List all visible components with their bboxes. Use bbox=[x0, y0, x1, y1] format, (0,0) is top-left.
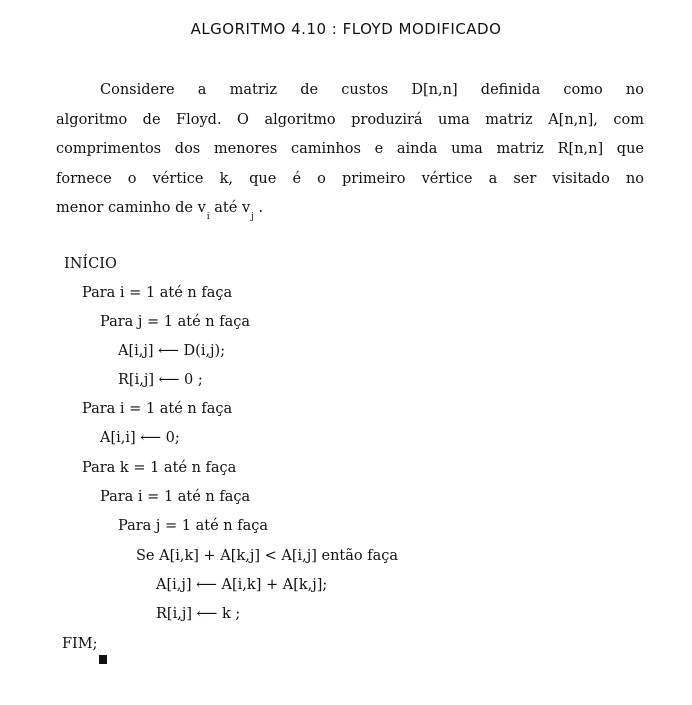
paragraph-line-2: algoritmo de Floyd. O algoritmo produzirá uma matriz A[n,n], com bbox=[56, 111, 644, 128]
code-line-fim: FIM; bbox=[62, 636, 98, 652]
algorithm-title: ALGORITMO 4.10 : FLOYD MODIFICADO bbox=[190, 20, 502, 38]
code-line-assign-r: R[i,j] ⟵ 0 ; bbox=[118, 372, 203, 388]
paragraph-line-4: fornece o vértice k, que é o primeiro vértice a ser visitado no bbox=[56, 170, 644, 187]
code-line-for-j-3: Para j = 1 até n faça bbox=[118, 518, 269, 534]
paragraph-line-1: Considere a matriz de custos D[n,n] definida como no bbox=[100, 82, 644, 98]
code-line-if: Se A[i,k] + A[k,j] < A[i,j] então faça bbox=[136, 548, 398, 564]
code-line-for-j-1: Para j = 1 até n faça bbox=[100, 314, 251, 330]
code-line-for-i-3: Para i = 1 até n faça bbox=[100, 489, 251, 505]
code-line-update-r: R[i,j] ⟵ k ; bbox=[156, 606, 241, 622]
subscript-j: j bbox=[251, 212, 254, 222]
code-line-for-k: Para k = 1 até n faça bbox=[82, 460, 237, 476]
end-of-proof-square-icon bbox=[99, 655, 107, 664]
paragraph-line-5-prefix: menor caminho de v bbox=[56, 200, 206, 216]
subscript-i: i bbox=[206, 212, 210, 222]
code-line-for-i-1: Para i = 1 até n faça bbox=[82, 285, 233, 301]
paragraph-line-5 bbox=[56, 194, 644, 224]
code-line-inicio: INÍCIO bbox=[64, 256, 117, 272]
code-line-update-a: A[i,j] ⟵ A[i,k] + A[k,j]; bbox=[156, 577, 328, 593]
paragraph-line-5-suffix: . bbox=[253, 200, 264, 216]
paragraph-line-3: comprimentos dos menores caminhos e ainda uma matriz R[n,n] que bbox=[56, 141, 644, 157]
code-line-assign-diag: A[i,i] ⟵ 0; bbox=[100, 430, 180, 446]
code-line-for-i-2: Para i = 1 até n faça bbox=[82, 401, 233, 417]
description-paragraph bbox=[56, 76, 644, 224]
paragraph-line-5-mid: até v bbox=[209, 200, 251, 216]
code-line-assign-a: A[i,j] ⟵ D(i,j); bbox=[118, 343, 226, 359]
